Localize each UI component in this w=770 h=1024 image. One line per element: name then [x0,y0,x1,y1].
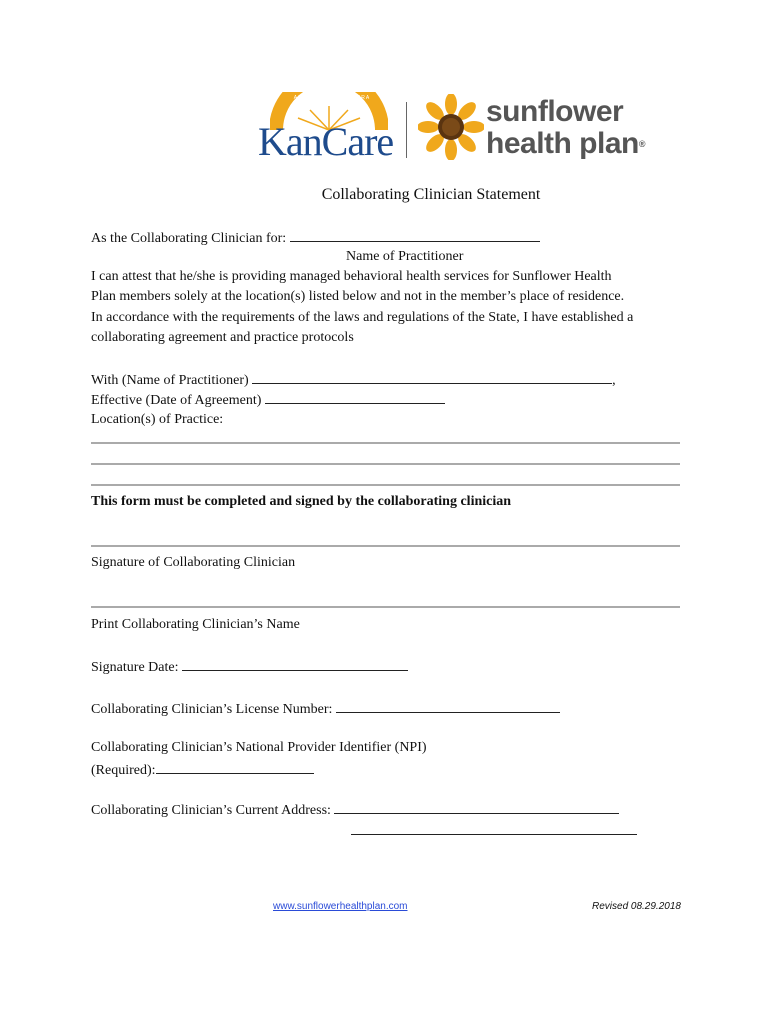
effective-date-row [91,389,445,411]
location-line-2[interactable] [91,463,680,465]
sunflower-logo [418,94,650,164]
license-field[interactable] [336,698,560,713]
revision-date: Revised 08.29.2018 [592,901,681,912]
attestation-line-1: I can attest that he/she is providing managed behavioral health services for Sunflower Health [91,269,612,284]
npi-required-label: (Required): [91,763,156,778]
practitioner-label: As the Collaborating Clinician for: [91,231,287,246]
effective-date-field[interactable] [265,389,445,404]
with-practitioner-label: With (Name of Practitioner) [91,373,249,388]
address-field-1[interactable] [334,799,619,814]
signature-line[interactable] [91,545,680,547]
signature-date-field[interactable] [182,656,408,671]
npi-row [91,759,314,781]
kancare-logo [258,92,398,168]
address-field-2[interactable] [351,834,637,835]
attestation-line-2: Plan members solely at the location(s) listed below and not in the member’s place of residence. [91,289,625,304]
kancare-wordmark: KanCare [258,119,394,164]
print-name-line[interactable] [91,606,680,608]
effective-date-label: Effective (Date of Agreement) [91,393,262,408]
signature-date-label: Signature Date: [91,660,179,675]
attestation-line-3: In accordance with the requirements of the laws and regulations of the State, I have established a [91,310,634,325]
practitioner-sublabel: Name of Practitioner [346,249,464,264]
practitioner-row [91,227,540,249]
with-practitioner-field[interactable] [252,369,612,384]
practitioner-name-field[interactable] [290,227,540,242]
license-label: Collaborating Clinician’s License Number: [91,702,333,717]
sunflower-wordmark-line2: health plan® [486,127,645,160]
with-practitioner-row: With (Name of Practitioner) , [91,369,616,391]
page-title: Collaborating Clinician Statement [321,186,541,203]
license-row [91,698,560,720]
address-label: Collaborating Clinician’s Current Address: [91,803,331,818]
website-link[interactable]: www.sunflowerhealthplan.com [273,901,408,912]
logo-divider [406,102,407,158]
npi-field[interactable] [156,759,314,774]
address-row [91,799,619,821]
locations-label: Location(s) of Practice: [91,412,224,427]
sunflower-icon [418,94,484,160]
location-line-3[interactable] [91,484,680,486]
sunflower-wordmark-line1: sunflower [486,95,624,128]
signature-date-row [91,656,408,678]
attestation-line-4: collaborating agreement and practice protocols [91,330,354,345]
signature-label: Signature of Collaborating Clinician [91,555,296,570]
completion-notice: This form must be completed and signed by the collaborating clinician [91,494,512,509]
npi-label: Collaborating Clinician’s National Provider Identifier (NPI) [91,740,427,755]
print-name-label: Print Collaborating Clinician’s Name [91,617,300,632]
kancare-motto: AD ASTRA PER ASPERA [293,95,371,101]
location-line-1[interactable] [91,442,680,444]
